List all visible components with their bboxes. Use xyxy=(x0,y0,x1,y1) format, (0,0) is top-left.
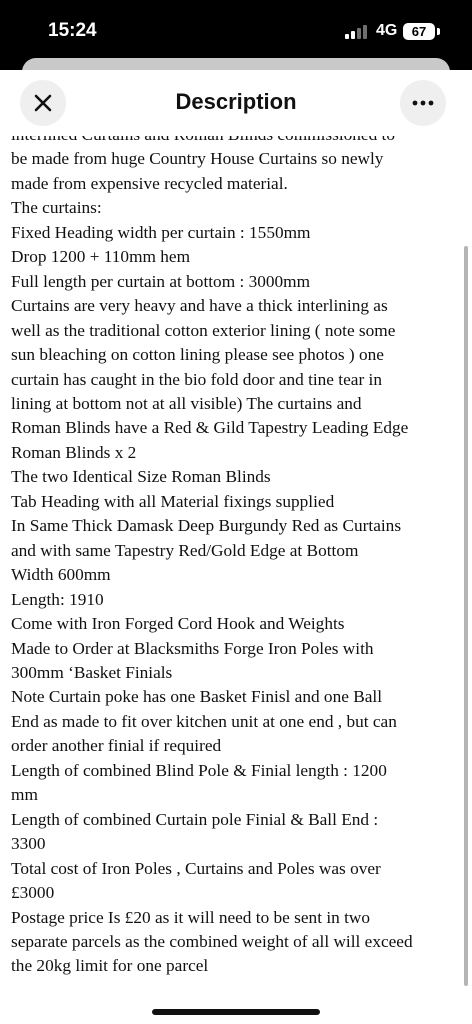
description-line: Note Curtain poke has one Basket Finisl and one Ball xyxy=(11,687,383,707)
description-line: lining at bottom not at all visible) The curtains and xyxy=(11,393,362,413)
description-line: Made to Order at Blacksmiths Forge Iron Poles with xyxy=(11,638,374,658)
description-line: order another finial if required xyxy=(11,736,222,756)
description-line: Tab Heading with all Material fixings supplied xyxy=(11,491,335,511)
description-line: Total cost of Iron Poles , Curtains and Poles was over xyxy=(11,858,381,878)
description-line: £3000 xyxy=(11,883,55,903)
description-line: Length of combined Curtain pole Finial & Ball End : xyxy=(11,809,379,829)
description-line: sun bleaching on cotton lining please see photos ) one xyxy=(11,345,384,365)
status-bar xyxy=(0,0,472,64)
description-line: Come with Iron Forged Cord Hook and Weights xyxy=(11,614,345,634)
description-line: Curtains are very heavy and have a thick interlining as xyxy=(11,296,388,316)
description-line: The two Identical Size Roman Blinds xyxy=(11,467,271,487)
description-line: made from expensive recycled material. xyxy=(11,173,288,193)
page-title: Description xyxy=(175,89,297,114)
description-line: and with same Tapestry Red/Gold Edge at Bottom xyxy=(11,540,359,560)
description-line: Length of combined Blind Pole & Finial length : 1200 xyxy=(11,760,387,780)
network-type: 4G xyxy=(376,22,398,39)
description-line: 300mm ‘Basket Finials xyxy=(11,662,173,682)
battery-icon xyxy=(403,23,435,40)
description-line: 3300 xyxy=(11,834,46,854)
description-line: End as made to fit over kitchen unit at one end , but can xyxy=(11,711,397,731)
status-time: 15:24 xyxy=(48,20,97,41)
description-line: The curtains: xyxy=(11,198,102,218)
cellular-signal-icon xyxy=(345,25,369,39)
description-line: In Same Thick Damask Deep Burgundy Red as Curtains xyxy=(11,516,402,536)
description-line: the 20kg limit for one parcel xyxy=(11,956,209,976)
description-line: Width 600mm xyxy=(11,565,111,585)
description-line: mm xyxy=(11,785,38,805)
home-indicator[interactable] xyxy=(152,1009,320,1015)
description-content[interactable] xyxy=(0,136,472,1024)
description-line: be made from huge Country House Curtains so newly xyxy=(11,149,384,169)
battery-level: 67 xyxy=(411,24,427,39)
more-options-button[interactable] xyxy=(400,80,446,126)
description-line: Full length per curtain at bottom : 3000mm xyxy=(11,271,311,291)
description-line: Roman Blinds have a Red & Gild Tapestry Leading Edge xyxy=(11,418,409,438)
description-line: Drop 1200 + 110mm hem xyxy=(11,247,191,267)
description-text xyxy=(11,123,463,979)
description-line: separate parcels as the combined weight of all will exceed xyxy=(11,931,413,951)
description-line: well as the traditional cotton exterior lining ( note some xyxy=(11,320,396,340)
description-line: Roman Blinds x 2 xyxy=(11,442,137,462)
description-line: Fixed Heading width per curtain : 1550mm xyxy=(11,222,311,242)
scrollbar[interactable] xyxy=(464,246,468,986)
description-line: Length: 1910 xyxy=(11,589,104,609)
battery-tip xyxy=(437,28,440,35)
more-horizontal-icon xyxy=(412,100,434,106)
sheet-header xyxy=(0,70,472,136)
description-sheet xyxy=(0,70,472,1024)
description-line: Postage price Is £20 as it will need to be sent in two xyxy=(11,907,370,927)
description-line: curtain has caught in the bio fold door and tine tear in xyxy=(11,369,382,389)
